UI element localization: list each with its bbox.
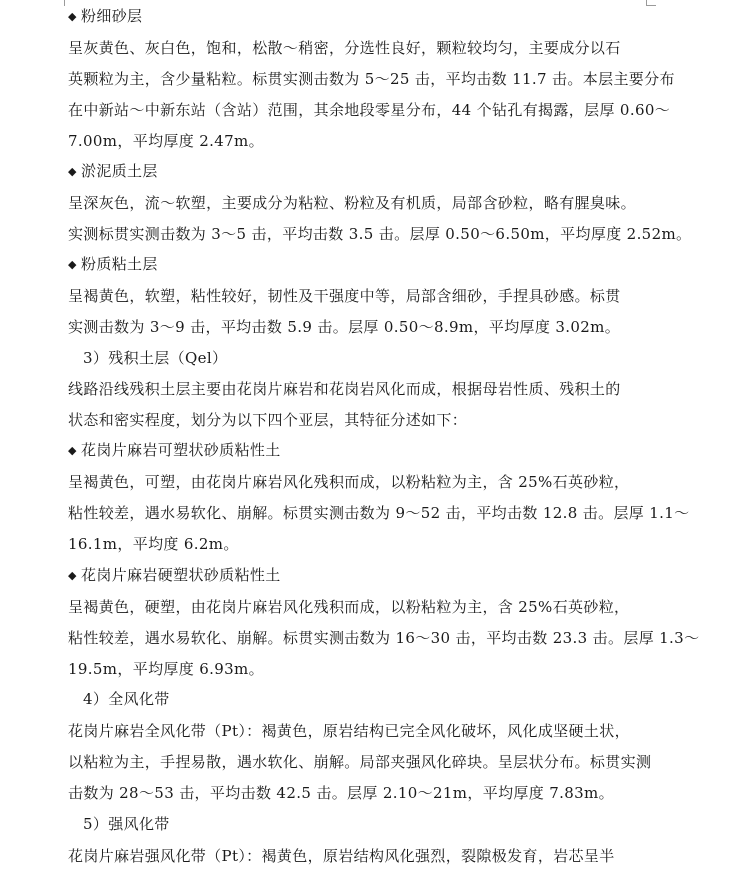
paragraph-line: 呈褐黄色，硬塑，由花岗片麻岩风化残积而成，以粉粘粒为主，含 25%石英砂粒，: [68, 598, 630, 616]
layer-heading-muddy-soil: ◆ 淤泥质土层: [68, 162, 158, 180]
crop-mark-right-horizontal: [646, 5, 656, 6]
paragraph-line: 状态和密实程度，划分为以下四个亚层，其特征分述如下：: [68, 411, 468, 429]
paragraph-line: 在中新站～中新东站（含站）范围，其余地段零星分布，44 个钻孔有揭露，层厚 0.60～: [68, 101, 671, 119]
diamond-bullet-icon: ◆: [68, 444, 77, 457]
paragraph-line: 19.5m，平均厚度 6.93m。: [68, 660, 264, 678]
layer-heading-silty-clay: ◆ 粉质粘土层: [68, 255, 158, 273]
paragraph-line: 以粘粒为主，手捏易散，遇水软化、崩解。局部夹强风化碎块。呈层状分布。标贯实测: [68, 753, 652, 771]
paragraph-line: 16.1m，平均度 6.2m。: [68, 535, 239, 553]
paragraph-line: 花岗片麻岩全风化带（Pt）：褐黄色，原岩结构已完全风化破坏，风化成坚硬土状，: [68, 722, 630, 740]
paragraph-line: 实测标贯实测击数为 3～5 击，平均击数 3.5 击。层厚 0.50～6.50m，平均厚度 2.52m。: [68, 225, 692, 243]
paragraph-line: 击数为 28～53 击，平均击数 42.5 击。层厚 2.10～21m，平均厚度 7.83m。: [68, 784, 614, 802]
layer-heading-hard-sandy-clay: ◆ 花岗片麻岩硬塑状砂质粘性土: [68, 566, 281, 584]
paragraph-line: 7.00m，平均厚度 2.47m。: [68, 132, 264, 150]
paragraph-line: 呈褐黄色，可塑，由花岗片麻岩风化残积而成，以粉粘粒为主，含 25%石英砂粒，: [68, 473, 630, 491]
diamond-bullet-icon: ◆: [68, 165, 77, 178]
paragraph-line: 实测击数为 3～9 击，平均击数 5.9 击。层厚 0.50～8.9m，平均厚度 3.02m。: [68, 318, 621, 336]
paragraph-line: 粘性较差，遇水易软化、崩解。标贯实测击数为 16～30 击，平均击数 23.3 击。层厚 1.3～: [68, 629, 700, 647]
paragraph-line: 呈灰黄色、灰白色，饱和，松散～稍密，分选性良好，颗粒较均匀，主要成分以石: [68, 39, 621, 57]
crop-mark-left: [64, 0, 65, 6]
paragraph-line: 线路沿线残积土层主要由花岗片麻岩和花岗岩风化而成，根据母岩性质、残积土的: [68, 380, 621, 398]
section-heading-fully-weathered: 4）全风化带: [83, 690, 170, 708]
layer-heading-plastic-sandy-clay: ◆ 花岗片麻岩可塑状砂质粘性土: [68, 441, 281, 459]
diamond-bullet-icon: ◆: [68, 569, 77, 582]
paragraph-line: 英颗粒为主，含少量粘粒。标贯实测击数为 5～25 击，平均击数 11.7 击。本层主要分布: [68, 70, 675, 88]
paragraph-line: 花岗片麻岩强风化带（Pt）：褐黄色，原岩结构风化强烈，裂隙极发育，岩芯呈半: [68, 847, 615, 865]
diamond-bullet-icon: ◆: [68, 10, 77, 23]
paragraph-line: 粘性较差，遇水易软化、崩解。标贯实测击数为 9～52 击，平均击数 12.8 击。层厚 1.1～: [68, 504, 690, 522]
paragraph-line: 呈褐黄色，软塑，粘性较好，韧性及干强度中等，局部含细砂，手捏具砂感。标贯: [68, 287, 621, 305]
diamond-bullet-icon: ◆: [68, 258, 77, 271]
layer-heading-fine-sand: ◆ 粉细砂层: [68, 7, 143, 25]
section-heading-strongly-weathered: 5）强风化带: [83, 815, 170, 833]
paragraph-line: 呈深灰色，流～软塑，主要成分为粘粒、粉粒及有机质，局部含砂粒，略有腥臭味。: [68, 194, 636, 212]
section-heading-residual-soil: 3）残积土层（Qel）: [83, 349, 228, 367]
